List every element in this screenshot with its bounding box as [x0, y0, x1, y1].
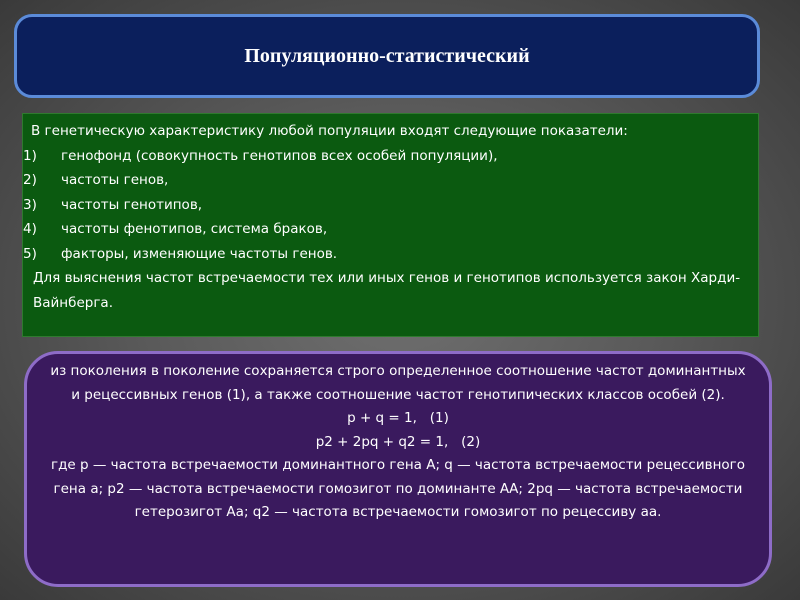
list-item-number: 5) [23, 245, 37, 262]
list-item-number: 4) [23, 221, 37, 237]
list-item-number: 1) [23, 147, 37, 164]
title-box [14, 14, 760, 98]
formula-1: p + q = 1, (1) [347, 410, 449, 426]
list-item [23, 193, 752, 218]
list-item [23, 144, 752, 169]
law-statement: из поколения в поколение сохраняется строго определенное соотношение частот доминантных и рецессивных генов (1), а также соотношение частот генотипических классов особей (2). [50, 363, 746, 403]
slide-title: Популяционно-статистический [244, 44, 530, 67]
indicators-box [22, 113, 759, 337]
indicators-intro: В генетическую характеристику любой популяции входят следующие показатели: [31, 123, 628, 139]
list-item-text: генофонд (совокупность генотипов всех особей популяции), [61, 147, 498, 164]
list-item-number: 2) [23, 172, 37, 188]
list-item-text: частоты генов, [61, 172, 169, 188]
formula-2: p2 + 2pq + q2 = 1, (2) [315, 433, 481, 450]
indicators-conclusion: Для выяснения частот встречаемости тех или иных генов и генотипов используется закон Харди-Вайнберга. [33, 270, 741, 311]
list-item [23, 168, 752, 193]
list-item [23, 217, 752, 242]
list-item-text: факторы, изменяющие частоты генов. [61, 245, 338, 262]
hardy-weinberg-box [24, 351, 772, 587]
list-item-number: 3) [23, 196, 37, 213]
list-item-text: частоты генотипов, [61, 196, 203, 213]
list-item [23, 242, 752, 267]
list-item-text: частоты фенотипов, система браков, [61, 221, 328, 237]
indicators-list [23, 144, 752, 267]
formula-explanation: где р — частота встречаемости доминантного гена А; q — частота встречаемости рецессивного гена а; р2 — частота встречаемости гомозигот по доминанте АА; 2pq — частота встречаемости гетерозигот Аа; q2 — частота встречаемости гомозигот по рецессиву аа. [50, 457, 746, 520]
